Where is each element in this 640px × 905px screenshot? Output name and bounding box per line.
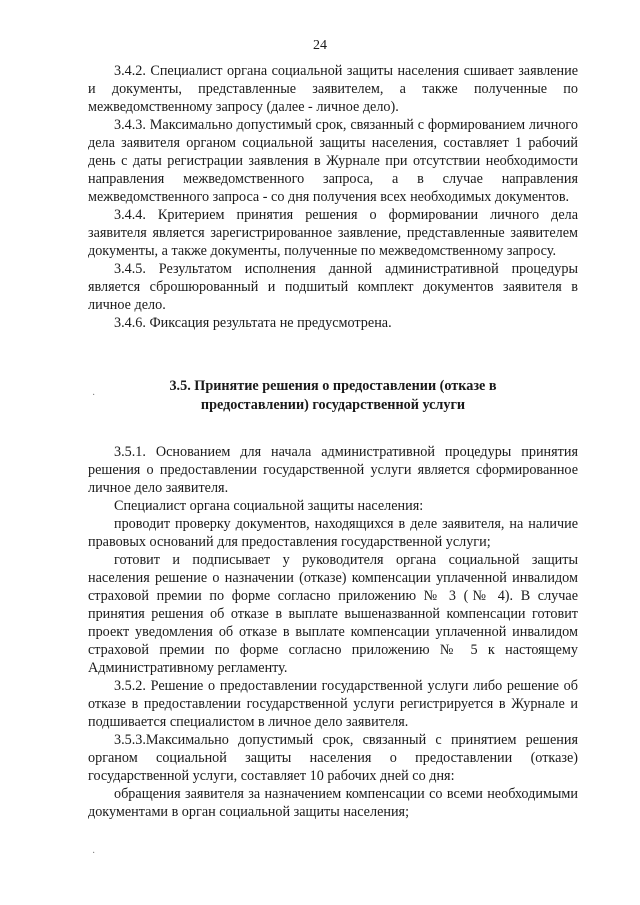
section-heading [88, 377, 578, 415]
page-number: 24 [313, 38, 327, 53]
paragraph-3-5-2: 3.5.2. Решение о предоставлении государственной услуги либо решение об отказе в предоставлении государственной услуги регистрируется в Журнале и подшивается специалистом в личное дело заявителя. [88, 678, 578, 730]
paragraph-prepare-decision: готовит и подписывает у руководителя органа социальной защиты населения решение о назначении (отказе) компенсации уплаченной инвалидом страховой премии по форме согласно приложению № 3 (№ 4). В случае принятия решения об отказе в выплате вышеназванной компенсации готовит проект уведомления об отказе в выплате компенсации уплаченной инвалидом страховой премии по форме согласно приложению № 5 к настоящему Административному регламенту. [88, 552, 578, 676]
document-body [88, 62, 578, 821]
paragraph-application: обращения заявителя за назначением компенсации со всеми необходимыми документами в орган социальной защиты населения; [88, 786, 578, 820]
paragraph-3-4-6: 3.4.6. Фиксация результата не предусмотрена. [114, 315, 392, 331]
paragraph-check-documents: проводит проверку документов, находящихся в деле заявителя, на наличие правовых оснований для предоставления государственной услуги; [88, 516, 578, 550]
paragraph-3-4-5: 3.4.5. Результатом исполнения данной административной процедуры является сброшюрованный и подшитый комплект документов заявителя в личное дело. [88, 261, 578, 313]
section-heading-line2: предоставлении) государственной услуги [200, 397, 466, 413]
paragraph-specialist: Специалист органа социальной защиты населения: [114, 498, 424, 514]
section-heading-line1: 3.5. Принятие решения о предоставлении (отказе в [169, 378, 497, 394]
scan-mark: · [92, 848, 96, 859]
paragraph-3-4-3: 3.4.3. Максимально допустимый срок, связанный с формированием личного дела заявителя органом социальной защиты населения, составляет 1 рабочий день с даты регистрации заявления в Журнале при отсутствии необходимости направления межведомственного запроса, а в случае направления межведомственного запроса - со дня получения всех необходимых документов. [88, 117, 578, 205]
paragraph-3-4-4: 3.4.4. Критерием принятия решения о формировании личного дела заявителя является зарегистрированное заявление, представленные заявителем документы, а также документы, полученные по межведомственному запросу. [88, 207, 578, 259]
paragraph-3-4-2: 3.4.2. Специалист органа социальной защиты населения сшивает заявление и документы, представленные заявителем, а также полученные по межведомственному запросу (далее - личное дело). [88, 63, 578, 115]
scan-mark: · [92, 390, 96, 401]
paragraph-3-5-3: 3.5.3.Максимально допустимый срок, связанный с принятием решения органом социальной защиты населения о предоставлении (отказе) государственной услуги, составляет 10 рабочих дней со дня: [88, 732, 578, 784]
paragraph-3-5-1: 3.5.1. Основанием для начала административной процедуры принятия решения о предоставлении государственной услуги является сформированное личное дело заявителя. [88, 444, 578, 496]
